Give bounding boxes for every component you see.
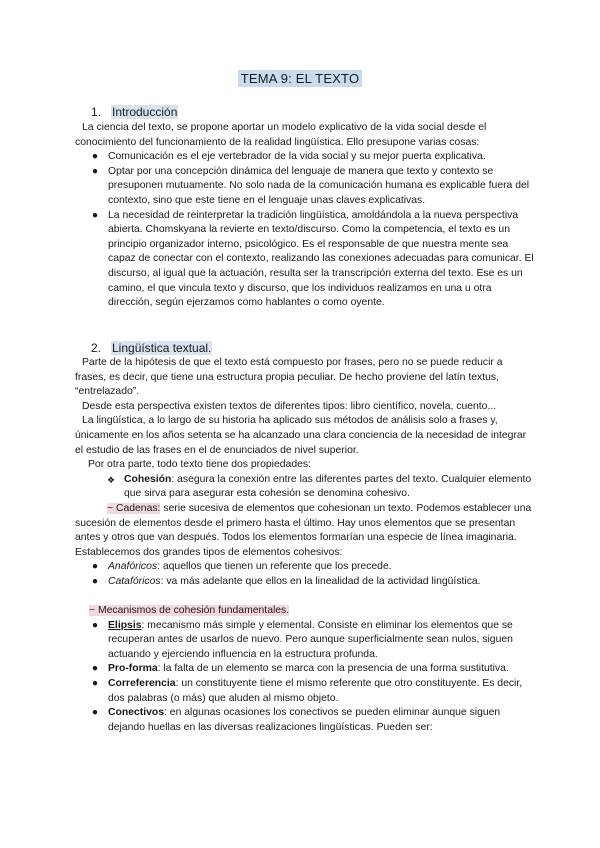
document-title: TEMA 9: EL TEXTO	[238, 70, 363, 87]
bullet-icon: ●	[91, 663, 99, 675]
section-1-intro: La ciencia del texto, se propone aportar un modelo explicativo de la vida social desde el conocimiento del funcionamiento de la realidad lingüística. Ello presupone varias cosas:	[75, 122, 487, 148]
section-1-list	[75, 150, 535, 311]
section-1-title: Introducción	[112, 105, 178, 119]
mechanisms-heading: ~ Mecanismos de cohesión fundamentales.	[89, 605, 290, 617]
list-item: ● Pro-forma: la falta de un elemento se marca con la presencia de una forma sustitutiva.	[75, 662, 535, 677]
section-2-number: 2.	[91, 341, 102, 355]
list-item: ● Anafóricos: aquellos que tienen un referente que los precede.	[75, 560, 535, 575]
section-1-heading	[91, 105, 178, 120]
paragraph: Desde esta perspectiva existen textos de diferentes tipos: libro científico, novela, cuento...	[82, 400, 497, 412]
list-item: ● Catafóricos: va más adelante que ellos en la linealidad de la actividad lingüística.	[75, 575, 535, 590]
section-2-body	[75, 356, 535, 735]
list-item: ● Comunicación es el eje vertebrador de la vida social y su mejor puerta explicativa.	[75, 150, 535, 165]
list-item: ● Elipsis: mecanismo más simple y elemental. Consiste en eliminar los elementos que se recuperan antes de usarlos de nuevo. Pero aunque superficialmente sean nulos, siguen actuando y ejerciendo influencia en la estructura profunda.	[75, 619, 535, 663]
list-item: ❖ Cohesión: asegura la conexión entre las diferentes partes del texto. Cualquier elemento que sirva para asegurar esta cohesión se denomina cohesivo.	[106, 473, 532, 500]
section-2-title: Lingüística textual.	[112, 341, 212, 355]
paragraph: La lingüística, a lo largo de su historia ha aplicado sus métodos de análisis solo a frases y, únicamente en los años setenta se ha alcanzado una clara conciencia de la necesidad de integrar el estudio de las frases en el de enunciados de nivel superior.	[75, 415, 527, 456]
bullet-icon: ●	[91, 165, 99, 177]
cadenas-label: ~ Cadenas:	[107, 502, 161, 514]
section-1-body	[75, 121, 535, 311]
bullet-icon: ●	[91, 707, 99, 719]
list-item: ● La necesidad de reinterpretar la tradición lingüística, amoldándola a la nueva perspectiva abierta. Chomskyana la revierte en texto/discurso. Como la competencia, el texto es un principio organizador interno, psicológico. Es el responsable de que nuestra mente sea capaz de conectar con el contexto, realizando las conexiones adecuadas para comunicar. El discurso, al igual que la actuación, resulta ser la transcripción externa del texto. Ese es un camino, el que vincula texto y discurso, que los individuos realizamos en una u otra dirección, según ejerzamos como hablantes o como oyente.	[75, 209, 535, 311]
cohesion-term: Cohesión	[124, 473, 172, 485]
cohesive-types-list	[75, 560, 535, 589]
list-item: ● Optar por una concepción dinámica del lenguaje de manera que texto y contexto se presuponen mutuamente. No solo nada de la comunicación humana es explicable fuera del contexto, sino que este tiene en el lenguaje unas claves explicativas.	[75, 165, 535, 209]
paragraph: Por otra parte, todo texto tiene dos propiedades:	[88, 459, 311, 471]
bullet-icon: ●	[91, 575, 99, 587]
bullet-icon: ●	[91, 151, 99, 163]
bullet-icon: ●	[91, 678, 99, 690]
bullet-icon: ●	[91, 561, 99, 573]
bullet-icon: ●	[91, 209, 99, 221]
section-1-number: 1.	[91, 105, 102, 119]
list-item: ● Conectivos: en algunas ocasiones los conectivos se pueden eliminar aunque siguen dejando huellas en las diversas realizaciones lingüísticas. Pueden ser:	[75, 706, 535, 735]
diamond-bullet-icon: ❖	[106, 474, 116, 485]
properties-list	[75, 473, 535, 502]
paragraph: Parte de la hipótesis de que el texto está compuesto por frases, pero no se puede reducir a frases, es decir, que tiene una estructura propia peculiar. De hecho proviene del latín textus, “entrelazado”.	[75, 357, 503, 398]
mechanisms-list	[75, 619, 535, 736]
list-item: ● Correferencia: un constituyente tiene el mismo referente que otro constituyente. Es decir, dos palabras (o más) que aluden al mismo objeto.	[75, 677, 535, 706]
bullet-icon: ●	[91, 619, 99, 631]
section-2-heading	[91, 341, 212, 356]
cadenas-paragraph: ~ Cadenas: serie sucesiva de elementos que cohesionan un texto. Podemos establecer una sucesión de elementos desde el primero hasta el último. Hay unos elementos que se presentan antes y otros que van después. Todos los elementos formarían una especie de línea imaginaria. Establecemos dos grandes tipos de elementos cohesivos:	[75, 502, 532, 558]
